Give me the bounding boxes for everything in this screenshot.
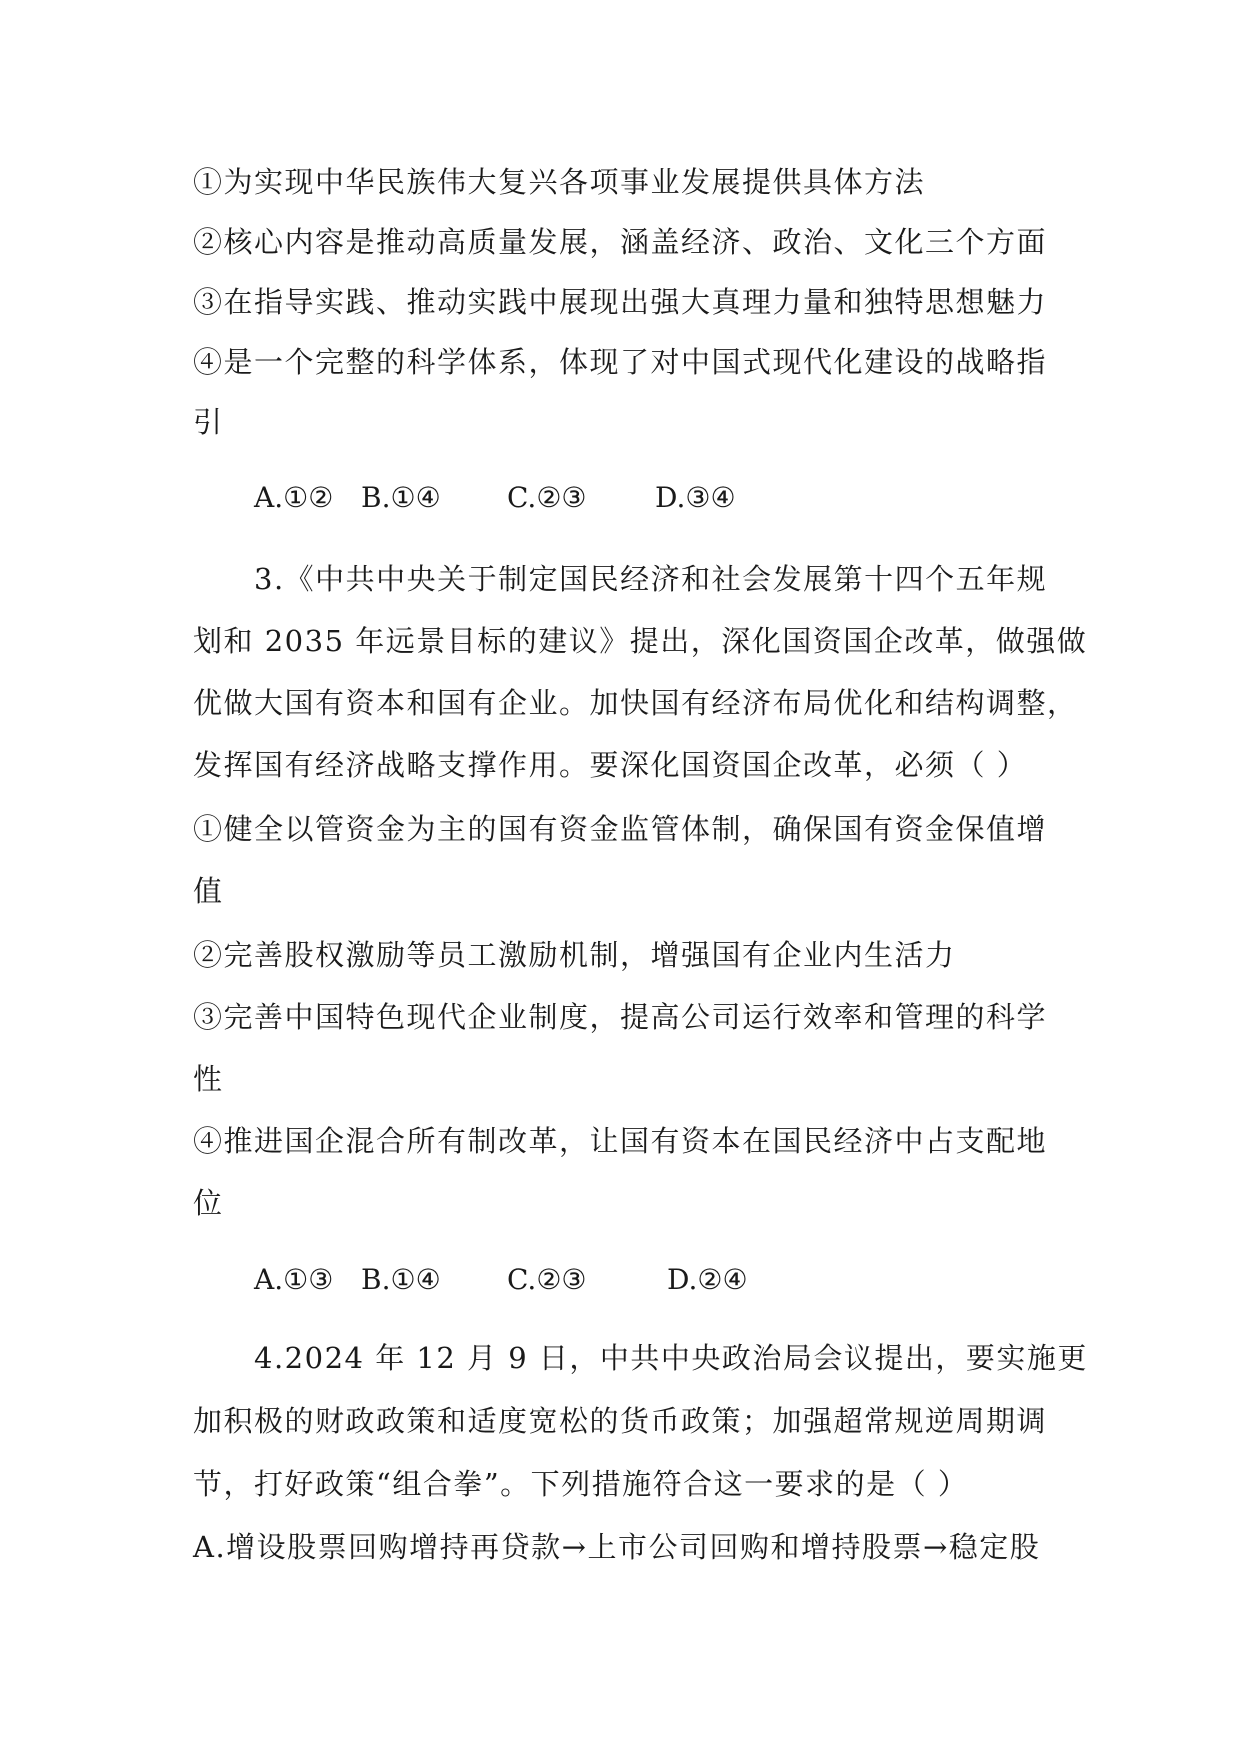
q3-option-d: D.②④ [667,1263,748,1296]
q2-statement-1: ①为实现中华民族伟大复兴各项事业发展提供具体方法 [193,165,926,199]
q2-option-c: C.②③ [507,481,587,514]
q2-option-a: A.①② [254,481,334,514]
q2-option-b: B.①④ [361,481,441,514]
q2-statement-4-cont: 引 [193,405,224,439]
q4-stem-line-2: 加积极的财政政策和适度宽松的货币政策；加强超常规逆周期调 [193,1404,1048,1438]
q3-stem-line-4: 发挥国有经济战略支撑作用。要深化国资国企改革，必须（ ） [193,748,1028,782]
q3-statement-4: ④推进国企混合所有制改革，让国有资本在国民经济中占支配地 [193,1124,1048,1158]
q3-statement-3: ③完善中国特色现代企业制度，提高公司运行效率和管理的科学 [193,1000,1048,1034]
q2-statement-3: ③在指导实践、推动实践中展现出强大真理力量和独特思想魅力 [193,285,1048,319]
q2-statement-4: ④是一个完整的科学体系，体现了对中国式现代化建设的战略指 [193,345,1048,379]
q3-statement-1: ①健全以管资金为主的国有资金监管体制，确保国有资金保值增 [193,812,1048,846]
q3-option-a: A.①③ [254,1263,334,1296]
q2-option-d: D.③④ [655,481,736,514]
q3-stem-line-3: 优做大国有资本和国有企业。加快国有经济布局优化和结构调整， [193,686,1078,720]
q2-statement-2: ②核心内容是推动高质量发展，涵盖经济、政治、文化三个方面 [193,225,1048,259]
q4-stem-line-3: 节，打好政策“组合拳”。下列措施符合这一要求的是（ ） [193,1467,969,1501]
q3-statement-4-cont: 位 [193,1186,224,1220]
q4-option-a: A.增设股票回购增持再贷款→上市公司回购和增持股票→稳定股 [193,1530,1041,1564]
q4-stem-line-1: 4.2024 年 12 月 9 日，中共中央政治局会议提出，要实施更 [254,1341,1088,1375]
q3-option-b: B.①④ [361,1263,441,1296]
q3-statement-2: ②完善股权激励等员工激励机制，增强国有企业内生活力 [193,938,956,972]
q3-statement-1-cont: 值 [193,874,224,908]
q3-stem-line-2: 划和 2035 年远景目标的建议》提出，深化国资国企改革，做强做 [193,624,1088,658]
q3-option-c: C.②③ [507,1263,587,1296]
q3-statement-3-cont: 性 [193,1062,224,1096]
q3-stem-line-1: 3.《中共中央关于制定国民经济和社会发展第十四个五年规 [254,562,1048,596]
